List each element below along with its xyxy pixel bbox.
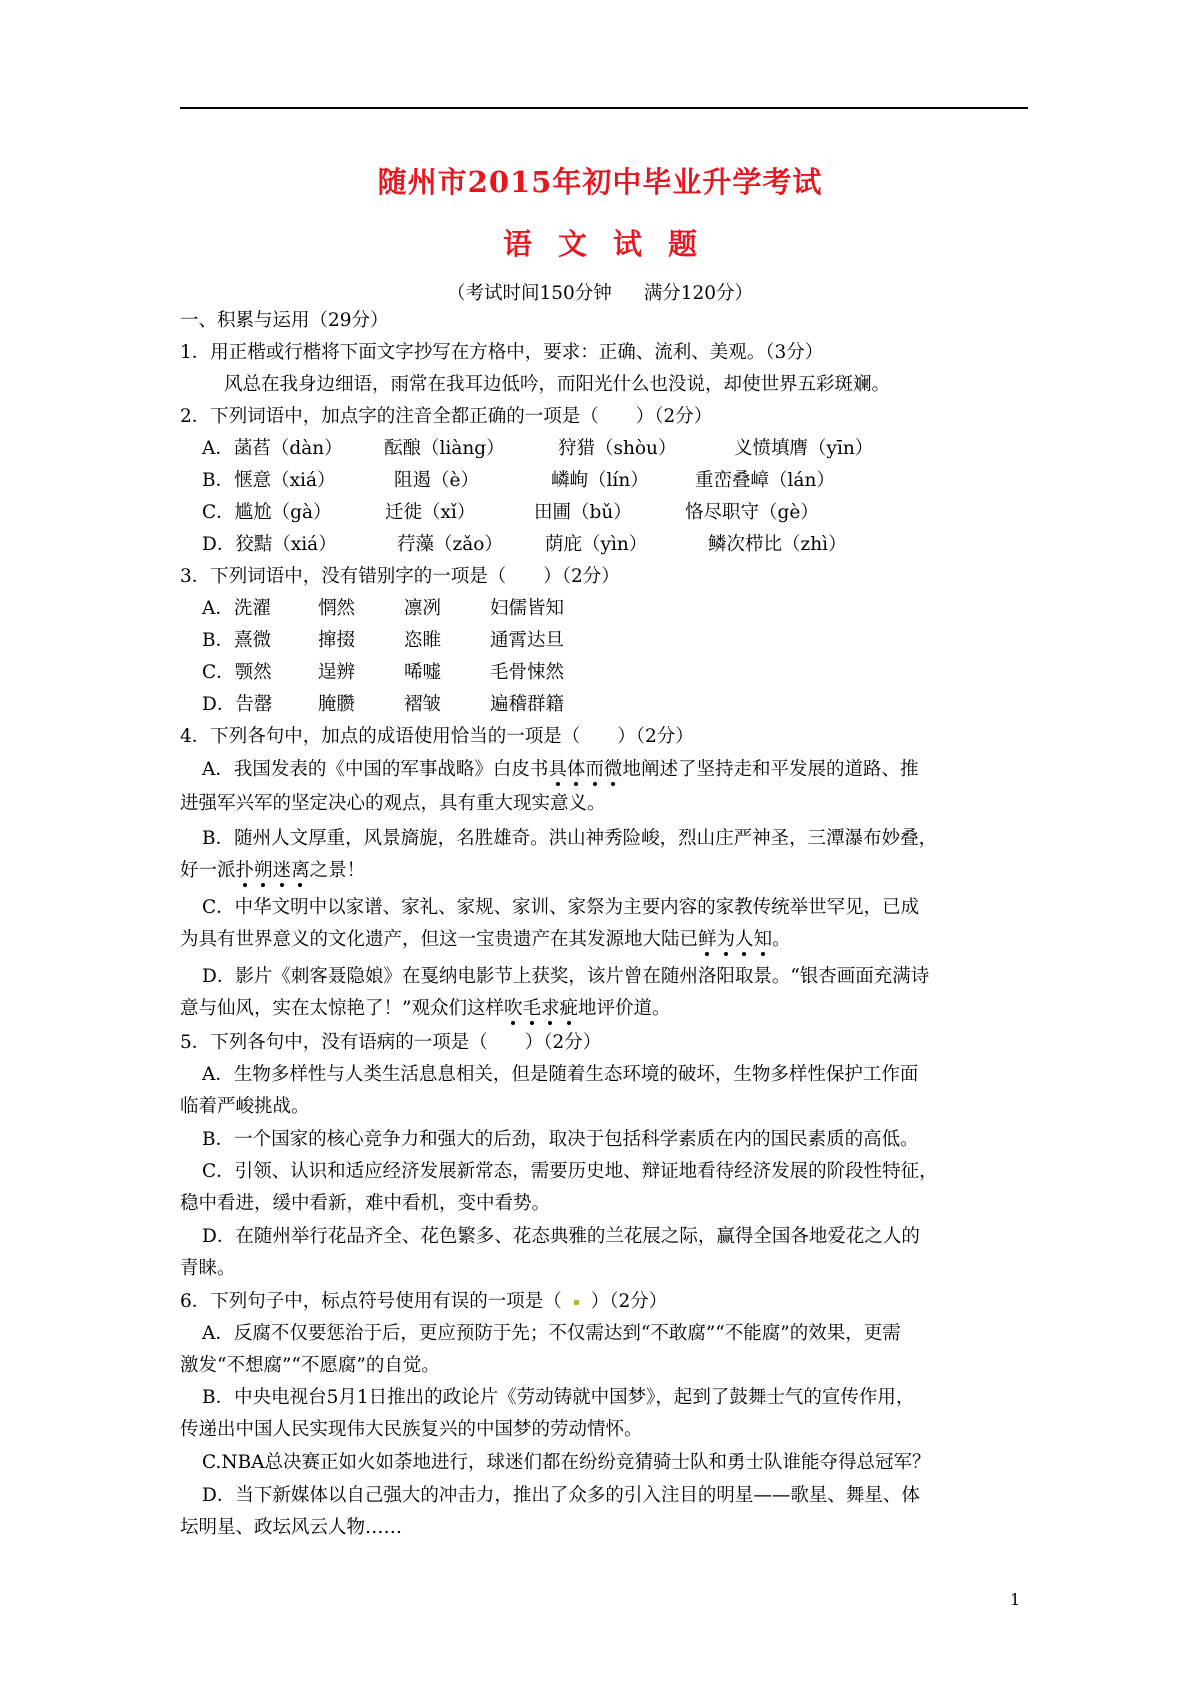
q6-stem bbox=[180, 1290, 667, 1314]
q4-a-idiom: 具体而微 bbox=[548, 759, 623, 780]
q4-option-d-line2 bbox=[180, 997, 671, 1021]
header-rule bbox=[180, 107, 1028, 109]
q3-c-3: 唏嘘 bbox=[404, 662, 442, 683]
q2-d-3: 荫庇（yìn） bbox=[545, 534, 648, 555]
q5-option-a-line1: A．生物多样性与人类生活息息相关，但是随着生态环境的破坏，生物多样性保护工作面 bbox=[202, 1064, 919, 1085]
q3-a-4: 妇儒皆知 bbox=[490, 598, 565, 619]
q5-option-c-line2: 稳中看进，缓中看新，难中看机，变中看势。 bbox=[180, 1193, 551, 1214]
q6-option-d-line2: 坛明星、政坛风云人物…… bbox=[180, 1517, 403, 1538]
q3-a-3: 凛冽 bbox=[404, 598, 442, 619]
q3-c-1: C．颚然 bbox=[202, 662, 272, 683]
q6-option-b-line2: 传递出中国人民实现伟大民族复兴的中国梦的劳动情怀。 bbox=[180, 1419, 643, 1440]
exam-title: 随州市2015年初中毕业升学考试 bbox=[377, 165, 823, 199]
q5-stem: 5．下列各句中，没有语病的一项是（ ）（2分） bbox=[180, 1032, 602, 1053]
q3-option-d bbox=[202, 693, 564, 717]
q3-c-4: 毛骨悚然 bbox=[490, 662, 565, 683]
q4-option-d-line1: D．影片《刺客聂隐娘》在戛纳电影节上获奖，该片曾在随州洛阳取景。“银杏画面充满诗 bbox=[202, 966, 930, 987]
q2-a-1: A．菡萏（dàn） bbox=[202, 438, 343, 459]
q3-b-3: 恣睢 bbox=[404, 630, 442, 651]
q5-option-d-line1: D．在随州举行花品齐全、花色繁多、花态典雅的兰花展之际，赢得全国各地爱花之人的 bbox=[202, 1226, 920, 1247]
q2-c-3: 田圃（bǔ） bbox=[534, 502, 632, 523]
q4-c-idiom: 鲜为人知 bbox=[698, 929, 773, 950]
q3-a-1: A．洗濯 bbox=[202, 598, 271, 619]
exam-duration: （考试时间150分钟 bbox=[446, 283, 612, 304]
q6-option-a-line1: A．反腐不仅要惩治于后，更应预防于先；不仅需达到“不敢腐”“不能腐”的效果，更需 bbox=[202, 1323, 901, 1344]
q2-c-4: 恪尽职守（gè） bbox=[685, 502, 819, 523]
q2-option-a bbox=[202, 437, 873, 461]
q4-option-a-line1 bbox=[202, 758, 918, 782]
q4-option-a-line2: 进强军兴军的坚定决心的观点，具有重大现实意义。 bbox=[180, 793, 606, 814]
q2-d-4: 鳞次栉比（zhì） bbox=[708, 534, 847, 555]
q4-b-idiom: 扑朔迷离 bbox=[235, 860, 310, 881]
q2-a-4: 义愤填膺（yīn） bbox=[734, 438, 874, 459]
q3-option-a bbox=[202, 597, 564, 621]
q4-option-c-line2 bbox=[180, 928, 791, 952]
q2-b-1: B．惬意（xiá） bbox=[202, 470, 336, 491]
q4-b-text2: 之景！ bbox=[309, 860, 366, 881]
q4-d-text1: 意与仙风，实在太惊艳了！”观众们这样 bbox=[180, 998, 504, 1019]
q3-d-2: 腌臜 bbox=[318, 694, 356, 715]
q2-d-2: 荇藻（zǎo） bbox=[397, 534, 503, 555]
q5-option-a-line2: 临着严峻挑战。 bbox=[180, 1096, 310, 1117]
q6-stem-text2: ）（2分） bbox=[590, 1291, 668, 1312]
q2-b-4: 重峦叠嶂（lán） bbox=[695, 470, 835, 491]
exam-info bbox=[0, 279, 1200, 305]
q2-c-1: C．尴尬（gà） bbox=[202, 502, 332, 523]
q2-option-b bbox=[202, 469, 835, 493]
answer-blank-mark bbox=[574, 1300, 579, 1305]
q1-stem: 1．用正楷或行楷将下面文字抄写在方格中，要求：正确、流利、美观。（3分） bbox=[180, 342, 824, 363]
q4-option-b-line1: B．随州人文厚重，风景旖旎，名胜雄奇。洪山神秀险峻，烈山庄严神圣，三潭瀑布妙叠， bbox=[202, 828, 938, 849]
q6-stem-text1: 6．下列句子中，标点符号使用有误的一项是（ bbox=[180, 1291, 562, 1312]
q5-option-b: B．一个国家的核心竞争力和强大的后劲，取决于包括科学素质在内的国民素质的高低。 bbox=[202, 1129, 919, 1150]
q2-option-c bbox=[202, 501, 819, 525]
q3-a-2: 惘然 bbox=[318, 598, 356, 619]
q6-option-c: C.NBA总决赛正如火如荼地进行，球迷们都在纷纷竞猜骑士队和勇士队谁能夺得总冠军？ bbox=[202, 1452, 931, 1473]
q3-d-1: D．告罄 bbox=[202, 694, 273, 715]
q3-d-3: 褶皱 bbox=[404, 694, 442, 715]
q2-c-2: 迁徙（xǐ） bbox=[385, 502, 476, 523]
q2-stem: 2．下列词语中，加点字的注音全都正确的一项是（ ）（2分） bbox=[180, 406, 713, 427]
q4-option-c-line1: C．中华文明中以家谱、家礼、家规、家训、家祭为主要内容的家教传统举世罕见，已成 bbox=[202, 897, 920, 918]
q3-b-1: B．熹微 bbox=[202, 630, 272, 651]
q4-a-text2: 地阐述了坚持走和平发展的道路、推 bbox=[622, 759, 919, 780]
q4-a-text1: A．我国发表的《中国的军事战略》白皮书 bbox=[202, 759, 549, 780]
q4-d-text2: 地评价道。 bbox=[578, 998, 671, 1019]
q2-a-3: 狩猎（shòu） bbox=[558, 438, 677, 459]
q4-stem: 4．下列各句中，加点的成语使用恰当的一项是（ ）（2分） bbox=[180, 726, 694, 747]
q1-text: 风总在我身边细语，雨常在我耳边低吟，而阳光什么也没说，却使世界五彩斑斓。 bbox=[224, 374, 891, 395]
section-heading: 一、积累与运用（29分） bbox=[180, 310, 389, 331]
q3-stem: 3．下列词语中，没有错别字的一项是（ ）（2分） bbox=[180, 566, 620, 587]
q2-b-3: 嶙峋（lín） bbox=[551, 470, 649, 491]
subject-title: 语文试题 bbox=[502, 227, 723, 261]
q4-b-text1: 好一派 bbox=[180, 860, 236, 881]
q3-d-4: 遍稽群籍 bbox=[490, 694, 565, 715]
page-number: 1 bbox=[1010, 1590, 1021, 1609]
q3-b-4: 通霄达旦 bbox=[490, 630, 565, 651]
q6-option-a-line2: 激发“不想腐”“不愿腐”的自觉。 bbox=[180, 1355, 440, 1376]
q5-option-c-line1: C．引领、认识和适应经济发展新常态，需要历史地、辩证地看待经济发展的阶段性特征， bbox=[202, 1161, 938, 1182]
q2-option-d bbox=[202, 533, 847, 557]
q3-b-2: 撺掇 bbox=[318, 630, 356, 651]
q5-option-d-line2: 青睐。 bbox=[180, 1258, 236, 1279]
q2-b-2: 阻遏（è） bbox=[394, 470, 479, 491]
q4-d-idiom: 吹毛求疵 bbox=[503, 998, 579, 1019]
q4-option-b-line2 bbox=[180, 859, 365, 883]
q4-c-text1: 为具有世界意义的文化遗产，但这一宝贵遗产在其发源地大陆已 bbox=[180, 929, 699, 950]
q2-d-1: D．狡黠（xiá） bbox=[202, 534, 337, 555]
q2-a-2: 酝酿（liàng） bbox=[384, 438, 505, 459]
q6-option-d-line1: D．当下新媒体以自己强大的冲击力，推出了众多的引入注目的明星——歌星、舞星、体 bbox=[202, 1485, 920, 1506]
q3-option-b bbox=[202, 629, 564, 653]
q4-c-text2: 。 bbox=[772, 929, 791, 950]
q6-option-b-line1: B．中央电视台5月1日推出的政论片《劳动铸就中国梦》，起到了鼓舞士气的宣传作用， bbox=[202, 1387, 915, 1408]
full-score: 满分120分） bbox=[643, 283, 754, 304]
q3-option-c bbox=[202, 661, 564, 685]
q3-c-2: 逞辨 bbox=[318, 662, 356, 683]
